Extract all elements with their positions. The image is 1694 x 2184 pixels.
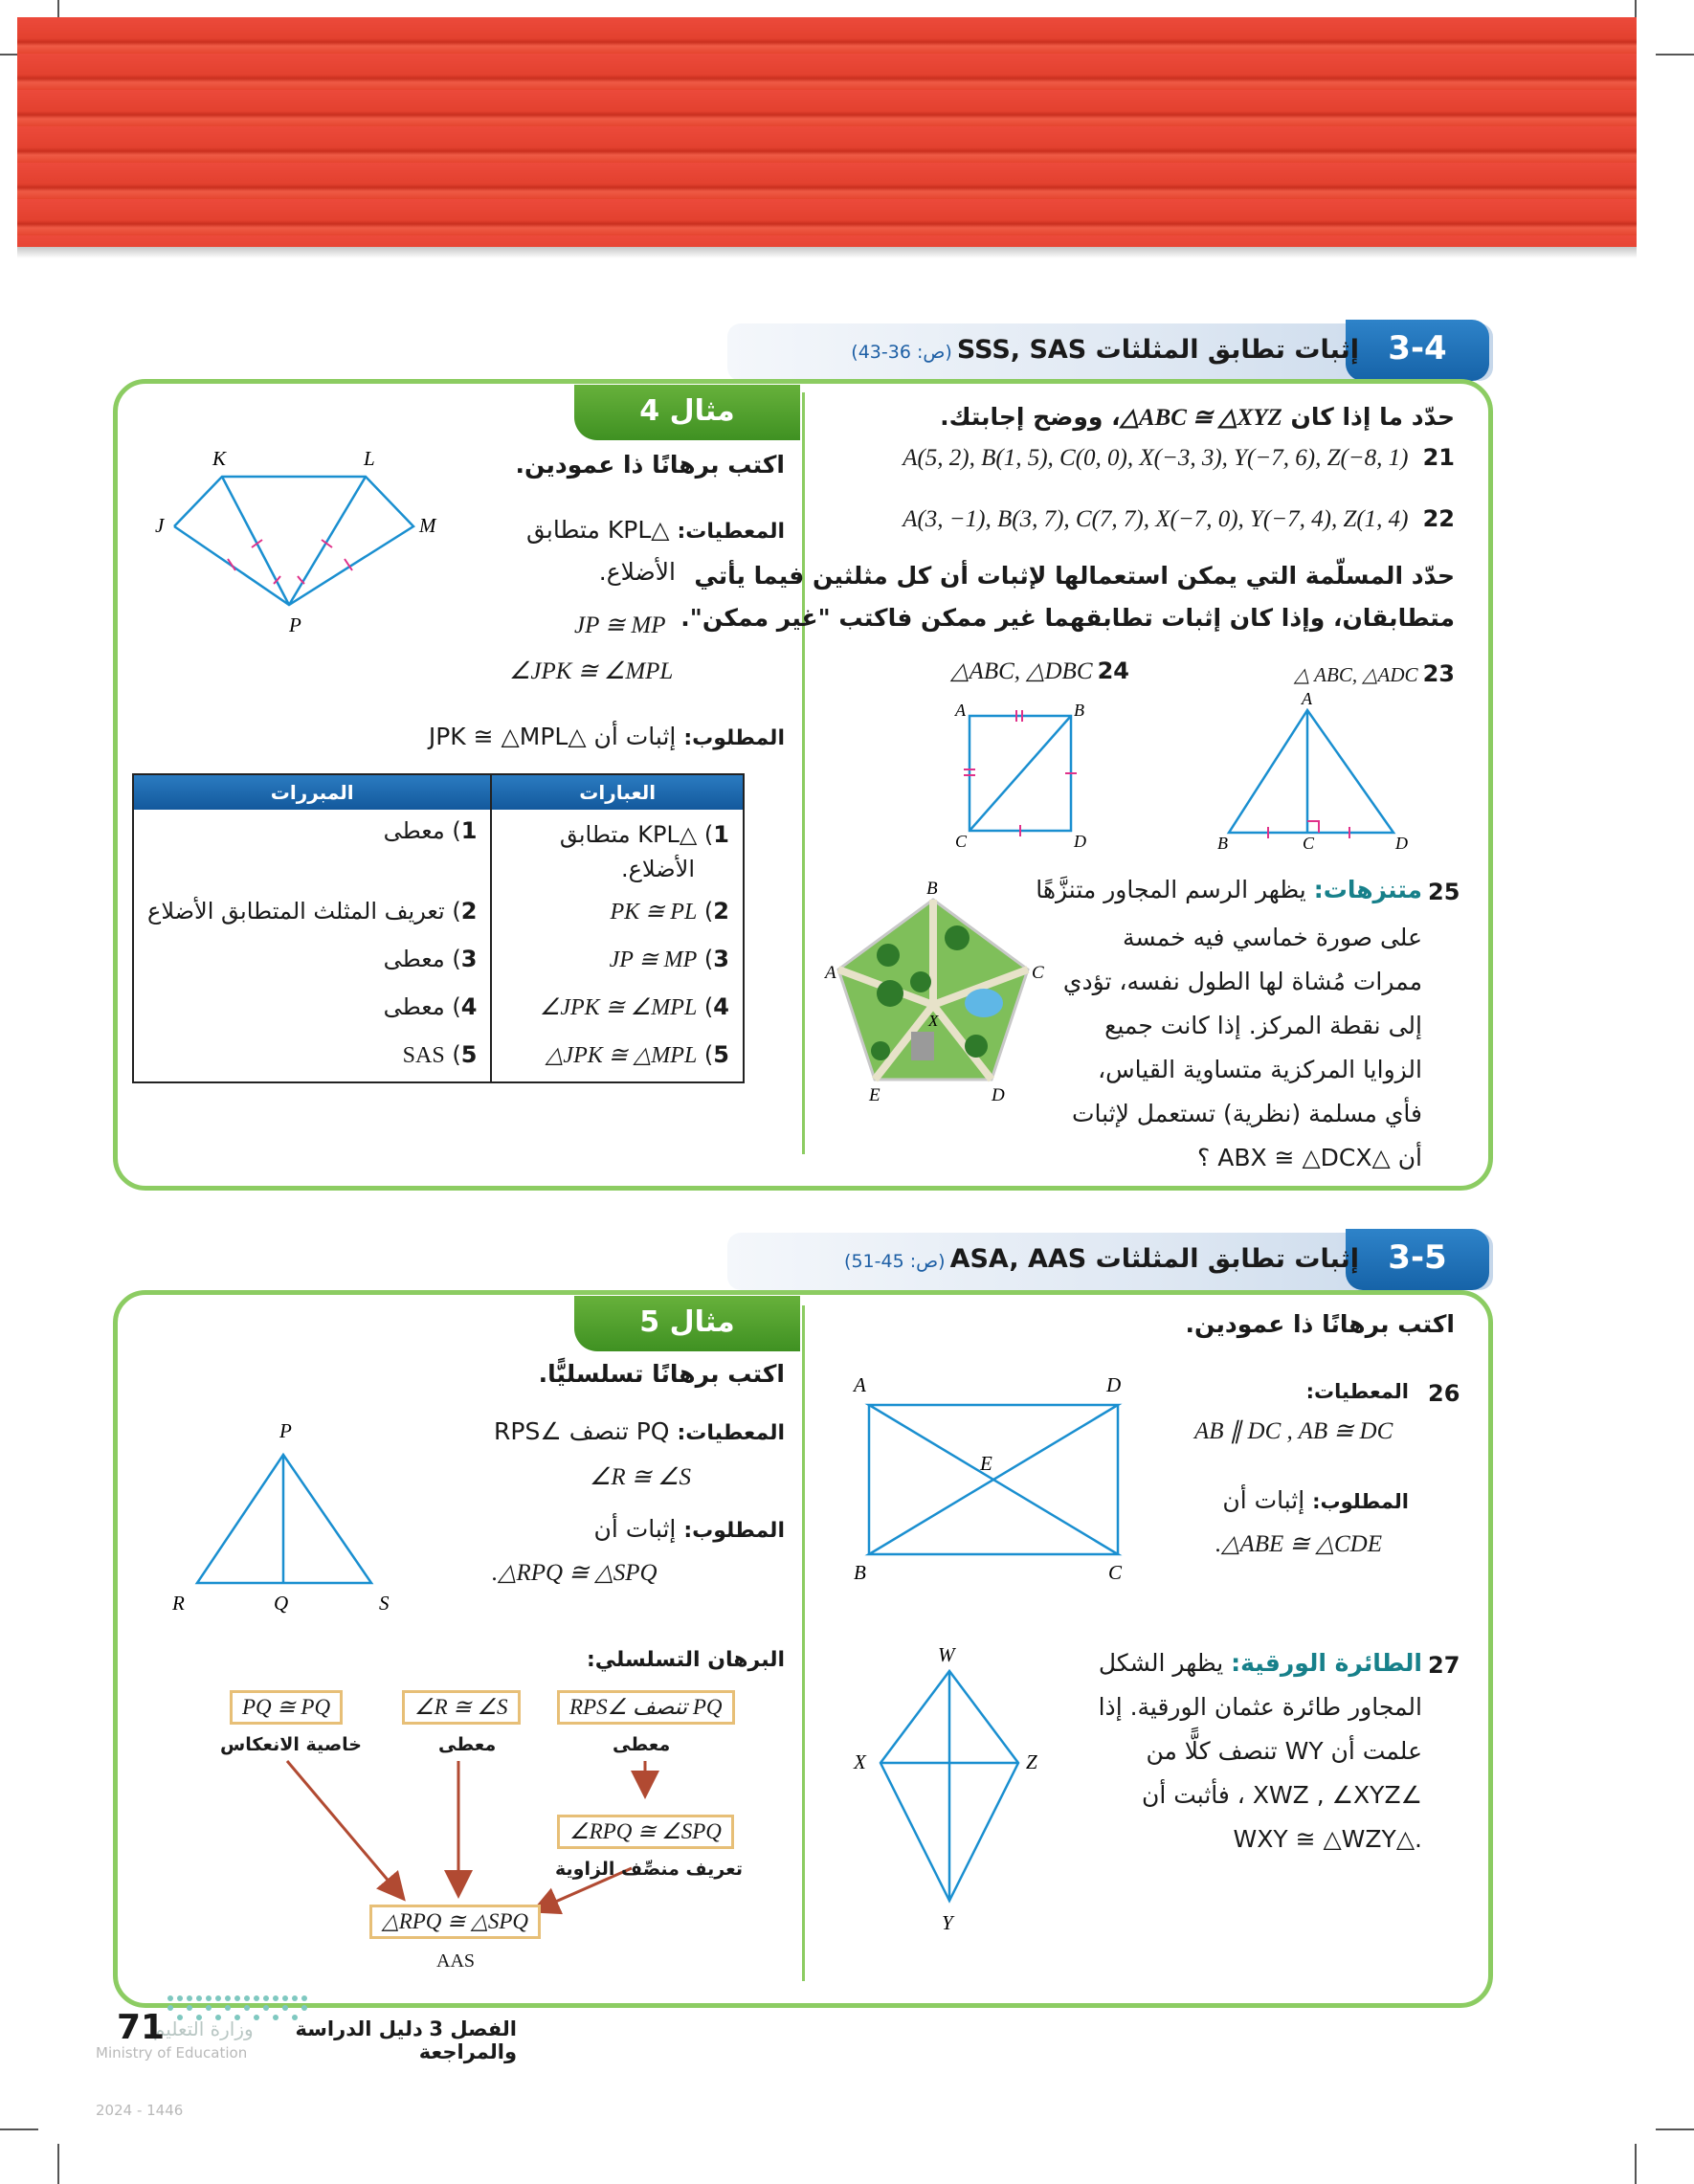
row-number: 1 — [460, 817, 478, 844]
example-4-prove-label: المطلوب: — [683, 726, 785, 750]
row-number: 3 — [460, 946, 478, 972]
ex5-label-P: P — [279, 1419, 292, 1442]
statement-text-2: الأضلاع. — [620, 856, 695, 882]
q25-line-4: إلى نقطة المركز. إذا كانت جميع — [1104, 1012, 1422, 1039]
ex4-outline — [174, 477, 413, 605]
q23-right-angle — [1307, 821, 1319, 833]
section-3-4-pages: (ص: 36-43) — [851, 342, 952, 363]
q26-given: AB ∥ DC , AB ≅ DC — [1194, 1418, 1393, 1444]
example-5-prompt: اكتب برهانًا تسلسليًّا. — [538, 1360, 785, 1388]
q27-title: الطائرة الورقية: — [1231, 1649, 1422, 1677]
q24-label-B: B — [1074, 701, 1084, 720]
row-number: 4 — [713, 993, 729, 1020]
section-3-4-title: إثبات تطابق المثلثات SSS, SAS — [956, 335, 1359, 365]
row-number: 5 — [713, 1041, 729, 1068]
q25-line-6: فأي مسلمة (نظرية) تستعمل لإثبات — [1071, 1100, 1422, 1127]
park-tree — [965, 1035, 988, 1058]
proof-row — [133, 938, 744, 986]
q25-line-1 — [1036, 873, 1422, 906]
example-4-given-1: △KPL متطابق — [526, 516, 670, 544]
q27-number: 27 — [1428, 1652, 1460, 1679]
instruction-1 — [842, 400, 1455, 435]
ex4-segment-KP — [222, 477, 289, 605]
q26-number: 26 — [1428, 1380, 1460, 1407]
park-label-A: A — [825, 963, 836, 983]
q23-label-row — [1196, 660, 1455, 687]
crop-mark — [1635, 2144, 1637, 2184]
q25-line-7: أن △ABX ≅ △DCX ؟ — [1197, 1144, 1422, 1171]
q25-line-5: الزوايا المركزية متساوية القياس، — [1098, 1056, 1422, 1083]
flow-proof-title: البرهان التسلسلي: — [587, 1648, 785, 1672]
proof-statement-1: 1) △KPL متطابق الأضلاع. — [491, 810, 744, 890]
reason-text: معطى — [383, 817, 445, 844]
example-5-prove-a: إثبات أن — [593, 1515, 677, 1543]
section-3-5-title-row — [842, 1244, 1359, 1274]
park-label-X: X — [928, 1012, 939, 1030]
proof-reason-2: 2) تعريف المثلث المتطابق الأضلاع — [147, 898, 478, 925]
footer-page-number: 71 — [117, 2008, 166, 2047]
instruction-1-b: ، ووضح إجابتك. — [940, 403, 1121, 431]
ex4-label-P: P — [289, 613, 301, 636]
q22-number: 22 — [1422, 505, 1455, 532]
example-5-given-1: PQ تنصف ∠RPS — [494, 1417, 670, 1445]
ex5-label-R: R — [172, 1592, 185, 1615]
section-3-5-pages: (ص: 45-51) — [844, 1251, 946, 1272]
section-3-4-title-row — [842, 335, 1359, 365]
crop-mark — [57, 2144, 59, 2184]
q24-label-C: C — [955, 832, 968, 851]
flow-box-conclusion-reason: AAS — [436, 1950, 476, 1972]
park-tree — [871, 1041, 890, 1060]
ex4-label-M: M — [419, 514, 436, 537]
statement-text: JP ≅ MP — [609, 947, 698, 972]
q23-figure — [1206, 691, 1416, 854]
q24-figure — [938, 699, 1120, 861]
question-21 — [814, 444, 1455, 472]
proof-row — [133, 890, 744, 938]
q27-line-5: .△WXY ≅ △WZY — [1233, 1825, 1422, 1853]
example-5-given-2: ∠R ≅ ∠S — [590, 1464, 692, 1490]
q23-label: △ ABC, △ADC — [1294, 663, 1418, 686]
proof-reason-3: 3) معطى — [383, 946, 478, 972]
q26-prove-b: .△ABE ≅ △CDE — [1215, 1531, 1382, 1557]
proof-statement-5: 5) △JPK ≅ △MPL — [491, 1034, 744, 1082]
q27-figure — [842, 1642, 1062, 1949]
q22-text: A(3, −1), B(3, 7), C(7, 7), X(−7, 0), Y(−7, 4), Z(1, 4) — [903, 506, 1409, 532]
q26-prove-a: إثبات أن — [1222, 1486, 1305, 1514]
example-4-given-2: JP ≅ MP — [574, 613, 666, 638]
section-3-4-number: 3-4 — [1346, 320, 1489, 381]
q26-prove-row — [1206, 1483, 1409, 1517]
q24-label-row — [861, 657, 1129, 685]
q27-label-X: X — [854, 1750, 866, 1773]
footer-year: 2024 - 1446 — [96, 2102, 184, 2119]
ex5-label-Q: Q — [274, 1592, 289, 1615]
park-tree — [877, 944, 900, 967]
proof-reason-5: 5) SAS — [402, 1041, 478, 1068]
flow-arrow — [287, 1761, 402, 1897]
q24-diagonal — [970, 716, 1071, 831]
park-tree — [877, 980, 903, 1007]
example-5-given-label: المعطيات: — [677, 1421, 785, 1445]
section-3-5-instruction: اكتب برهانًا ذا عمودين. — [1185, 1310, 1455, 1338]
flow-box-reflexive-reason: خاصية الانعكاس — [220, 1734, 363, 1755]
park-pond — [965, 989, 1003, 1017]
footer-ministry-en: Ministry of Education — [96, 2044, 248, 2061]
reason-text: معطى — [383, 993, 445, 1020]
proof-statement-4: 4) ∠JPK ≅ ∠MPL — [491, 986, 744, 1034]
q26-hourglass — [869, 1405, 1118, 1554]
q25-number: 25 — [1428, 879, 1460, 905]
example-5-prove-b: .△RPQ ≅ △SPQ — [492, 1560, 658, 1586]
column-divider — [802, 392, 805, 1154]
example-4-given-row — [488, 513, 785, 547]
q27-line-1 — [1062, 1646, 1422, 1680]
proof-reason-1: 1) معطى — [383, 817, 478, 844]
example-4-given-3: ∠JPK ≅ ∠MPL — [509, 658, 674, 684]
row-number: 2 — [460, 898, 478, 925]
reason-text: SAS — [402, 1043, 445, 1068]
proof-table — [132, 773, 745, 1083]
section-3-5-number: 3-5 — [1346, 1229, 1489, 1290]
example-5-prove-row — [536, 1512, 785, 1547]
proof-reason-4: 4) معطى — [383, 993, 478, 1020]
q24-label: △ABC, △DBC — [950, 658, 1093, 684]
q24-label-A: A — [955, 701, 966, 720]
ex4-label-K: K — [212, 447, 227, 470]
instruction-2-line-1: حدّد المسلّمة التي يمكن استعمالها لإثبات أن كل مثلثين فيما يأتي — [694, 562, 1455, 590]
proof-header-reasons: المبررات — [133, 774, 491, 810]
park-tree — [945, 925, 970, 950]
q26-label-E: E — [980, 1452, 992, 1475]
q26-prove-label: المطلوب: — [1312, 1490, 1409, 1513]
header-banner — [17, 17, 1637, 253]
crop-mark — [0, 2128, 38, 2130]
q27-line-3: علمت أن WY تنصف كلًّا من — [1146, 1737, 1422, 1765]
q27-text-1: يظهر الشكل — [1098, 1649, 1224, 1677]
example-4-given-1b: الأضلاع. — [598, 558, 676, 586]
proof-table-header — [133, 774, 744, 810]
reason-text: تعريف المثلث المتطابق الأضلاع — [147, 898, 445, 925]
section-3-5-title: إثبات تطابق المثلثات ASA, AAS — [949, 1244, 1359, 1274]
banner-shadow — [17, 247, 1637, 258]
statement-text: △JPK ≅ △MPL — [545, 1043, 698, 1068]
flow-box-angle-bisector: ∠RPQ ≅ ∠SPQ — [557, 1815, 734, 1849]
ex5-label-S: S — [379, 1592, 390, 1615]
park-label-B: B — [926, 879, 938, 899]
flow-box-reflexive: PQ ≅ PQ — [230, 1690, 343, 1725]
question-22 — [814, 505, 1455, 533]
example-5-figure — [163, 1416, 412, 1627]
flow-box-angles: ∠R ≅ ∠S — [402, 1690, 521, 1725]
flow-box-angle-bisector-reason: تعريف منصِّف الزاوية — [555, 1859, 743, 1880]
statement-text: △KPL متطابق — [559, 821, 698, 848]
proof-row — [133, 986, 744, 1034]
q26-label-A: A — [854, 1373, 866, 1396]
q23-label-C: C — [1303, 834, 1315, 853]
q21-number: 21 — [1422, 444, 1455, 471]
q27-line-4: ∠XWZ , ∠XYZ ، فأثبت أن — [1141, 1781, 1422, 1809]
flow-box-bisect — [557, 1690, 735, 1725]
instruction-2-line-2: متطابقان، وإذا كان إثبات تطابقهما غير ممكن فاكتب "غير ممكن". — [680, 604, 1455, 632]
statement-text: ∠JPK ≅ ∠MPL — [539, 995, 698, 1020]
q26-given-label: المعطيات: — [1305, 1380, 1409, 1403]
row-number: 1 — [713, 821, 729, 848]
proof-row — [133, 810, 744, 890]
proof-row — [133, 1034, 744, 1082]
q25-text-1: يظهر الرسم المجاور متنزَّهًا — [1036, 876, 1306, 903]
example-4-given-label: المعطيات: — [677, 520, 785, 544]
park-label-C: C — [1032, 963, 1044, 983]
example-4-badge: مثال 4 — [574, 385, 800, 440]
q26-label-D: D — [1106, 1373, 1122, 1396]
row-number: 3 — [713, 946, 729, 972]
ex4-label-L: L — [364, 447, 375, 470]
footer-chapter: الفصل 3 — [429, 2017, 517, 2040]
q27-line-2: المجاور طائرة عثمان الورقية. إذا — [1098, 1693, 1422, 1721]
q23-number: 23 — [1422, 660, 1455, 687]
q26-label-C: C — [1108, 1561, 1123, 1584]
flow-box-bisect-reason: معطى — [613, 1734, 671, 1755]
q24-label-D: D — [1074, 832, 1086, 851]
statement-text: PK ≅ PL — [610, 900, 698, 925]
crop-mark — [1656, 54, 1694, 56]
example-5-given-row — [450, 1415, 785, 1449]
q23-triangle — [1229, 710, 1393, 833]
park-parking — [911, 1032, 934, 1060]
flow-box-conclusion: △RPQ ≅ △SPQ — [369, 1905, 541, 1939]
footer-chapter-row — [211, 2017, 517, 2063]
park-tree — [910, 971, 931, 992]
reason-text: معطى — [383, 946, 445, 972]
proof-statement-3: 3) JP ≅ MP — [491, 938, 744, 986]
flow-box-angles-reason: معطى — [438, 1734, 497, 1755]
q21-text: A(5, 2), B(1, 5), C(0, 0), X(−3, 3), Y(−7, 6), Z(−8, 1) — [903, 445, 1409, 471]
footer-title: دليل الدراسة والمراجعة — [295, 2017, 517, 2063]
example-4-prompt: اكتب برهانًا ذا عمودين. — [515, 451, 785, 479]
q23-label-D: D — [1395, 834, 1408, 853]
park-label-E: E — [869, 1085, 880, 1105]
ex4-segment-LP — [289, 477, 366, 605]
row-number: 4 — [460, 993, 478, 1020]
crop-mark — [1656, 2128, 1694, 2130]
proof-table-wrap — [132, 773, 745, 1083]
footer-ministry-ar: وزارة التعليم — [153, 2017, 254, 2040]
proof-header-statements: العبارات — [491, 774, 744, 810]
park-label-D: D — [992, 1085, 1005, 1105]
q25-line-3: ممرات مُشاة لها الطول نفسه، تؤدي — [1062, 968, 1422, 995]
park-figure — [823, 879, 1053, 1108]
example-4-prove: إثبات أن △JPK ≅ △MPL — [428, 723, 677, 750]
ex4-label-J: J — [155, 514, 165, 537]
q25-line-2: على صورة خماسي فيه خمسة — [1123, 924, 1422, 951]
instruction-1-a: حدّد ما إذا كان — [1290, 403, 1455, 431]
example-4-prove-row — [364, 720, 785, 754]
row-number: 2 — [713, 898, 729, 925]
example-5-prove-label: المطلوب: — [683, 1519, 785, 1543]
proof-statement-2: 2) PK ≅ PL — [491, 890, 744, 938]
row-number: 5 — [460, 1041, 478, 1068]
flow-box-bisect-text: PQ تنصف ∠RPS — [569, 1695, 723, 1719]
q25-title: متنزهات: — [1313, 876, 1422, 903]
q23-label-B: B — [1217, 834, 1228, 853]
q27-label-Z: Z — [1026, 1750, 1037, 1773]
q26-figure — [842, 1367, 1148, 1587]
q23-label-A: A — [1302, 691, 1312, 708]
q24-number: 24 — [1097, 657, 1129, 684]
example-4-figure — [153, 440, 469, 651]
example-5-badge: مثال 5 — [574, 1296, 800, 1351]
q27-label-Y: Y — [942, 1911, 953, 1934]
q26-label-B: B — [854, 1561, 866, 1584]
instruction-1-math: △ABC ≅ △XYZ — [1120, 405, 1282, 431]
q27-label-W: W — [938, 1643, 955, 1666]
column-divider — [802, 1305, 805, 1981]
